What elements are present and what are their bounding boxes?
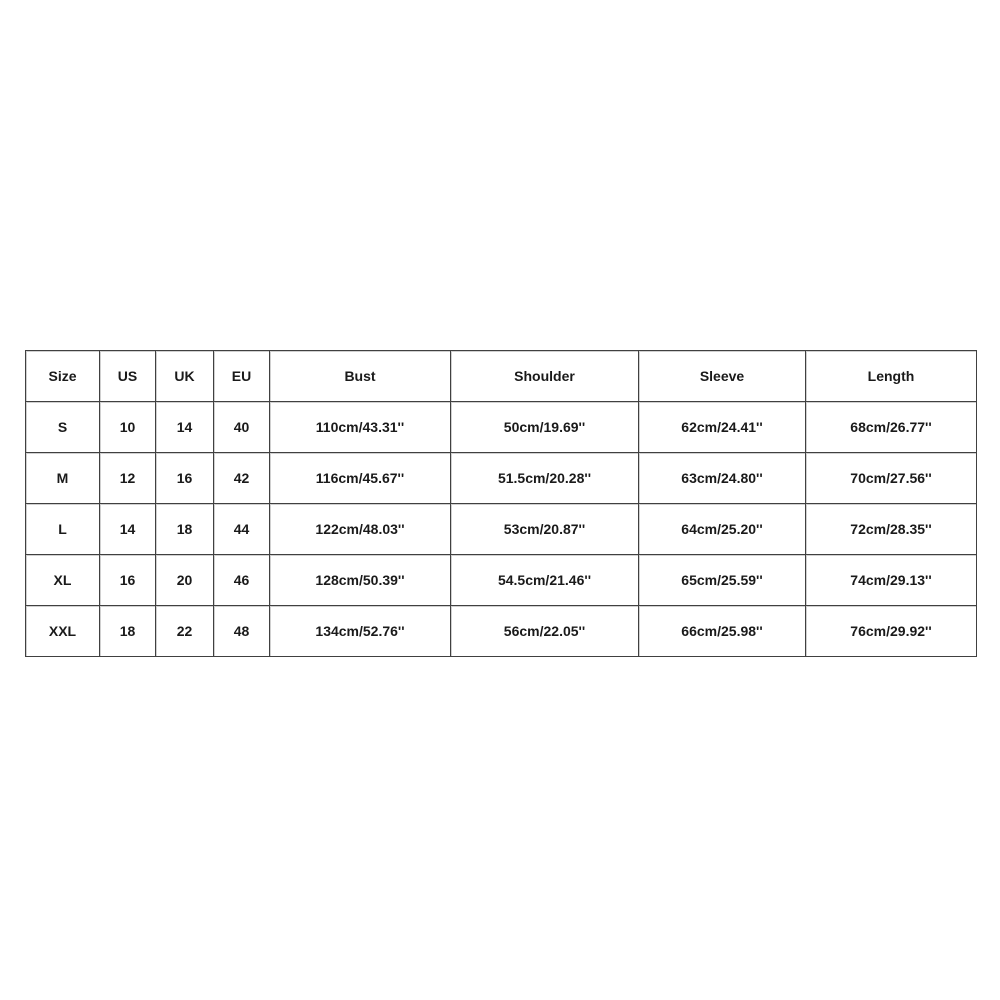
table-row	[26, 504, 976, 555]
cell-sleeve: 66cm/25.98''	[639, 606, 806, 656]
cell-length: 72cm/28.35''	[806, 504, 976, 555]
cell-sleeve: 65cm/25.59''	[639, 555, 806, 606]
cell-shoulder: 53cm/20.87''	[451, 504, 639, 555]
cell-uk: 20	[156, 555, 214, 606]
cell-size: XL	[26, 555, 100, 606]
header-length: Length	[806, 351, 976, 402]
cell-us: 18	[100, 606, 156, 656]
cell-eu: 46	[214, 555, 270, 606]
cell-uk: 22	[156, 606, 214, 656]
table-row	[26, 555, 976, 606]
cell-uk: 16	[156, 453, 214, 504]
cell-size: M	[26, 453, 100, 504]
cell-eu: 44	[214, 504, 270, 555]
header-uk: UK	[156, 351, 214, 402]
cell-size: S	[26, 402, 100, 453]
header-us: US	[100, 351, 156, 402]
cell-sleeve: 64cm/25.20''	[639, 504, 806, 555]
cell-shoulder: 54.5cm/21.46''	[451, 555, 639, 606]
header-sleeve: Sleeve	[639, 351, 806, 402]
table-row	[26, 453, 976, 504]
header-shoulder: Shoulder	[451, 351, 639, 402]
cell-us: 16	[100, 555, 156, 606]
header-row	[26, 351, 976, 402]
cell-shoulder: 51.5cm/20.28''	[451, 453, 639, 504]
header-bust: Bust	[270, 351, 451, 402]
cell-us: 14	[100, 504, 156, 555]
header-size: Size	[26, 351, 100, 402]
size-chart-table	[25, 350, 977, 657]
cell-eu: 40	[214, 402, 270, 453]
cell-length: 74cm/29.13''	[806, 555, 976, 606]
header-eu: EU	[214, 351, 270, 402]
cell-bust: 110cm/43.31''	[270, 402, 451, 453]
cell-shoulder: 56cm/22.05''	[451, 606, 639, 656]
cell-eu: 42	[214, 453, 270, 504]
cell-size: XXL	[26, 606, 100, 656]
cell-bust: 128cm/50.39''	[270, 555, 451, 606]
cell-sleeve: 62cm/24.41''	[639, 402, 806, 453]
cell-size: L	[26, 504, 100, 555]
cell-eu: 48	[214, 606, 270, 656]
cell-uk: 18	[156, 504, 214, 555]
cell-uk: 14	[156, 402, 214, 453]
cell-us: 12	[100, 453, 156, 504]
cell-bust: 116cm/45.67''	[270, 453, 451, 504]
cell-length: 70cm/27.56''	[806, 453, 976, 504]
cell-length: 68cm/26.77''	[806, 402, 976, 453]
cell-bust: 122cm/48.03''	[270, 504, 451, 555]
cell-length: 76cm/29.92''	[806, 606, 976, 656]
cell-us: 10	[100, 402, 156, 453]
cell-sleeve: 63cm/24.80''	[639, 453, 806, 504]
table-row	[26, 402, 976, 453]
cell-shoulder: 50cm/19.69''	[451, 402, 639, 453]
cell-bust: 134cm/52.76''	[270, 606, 451, 656]
table-row	[26, 606, 976, 656]
